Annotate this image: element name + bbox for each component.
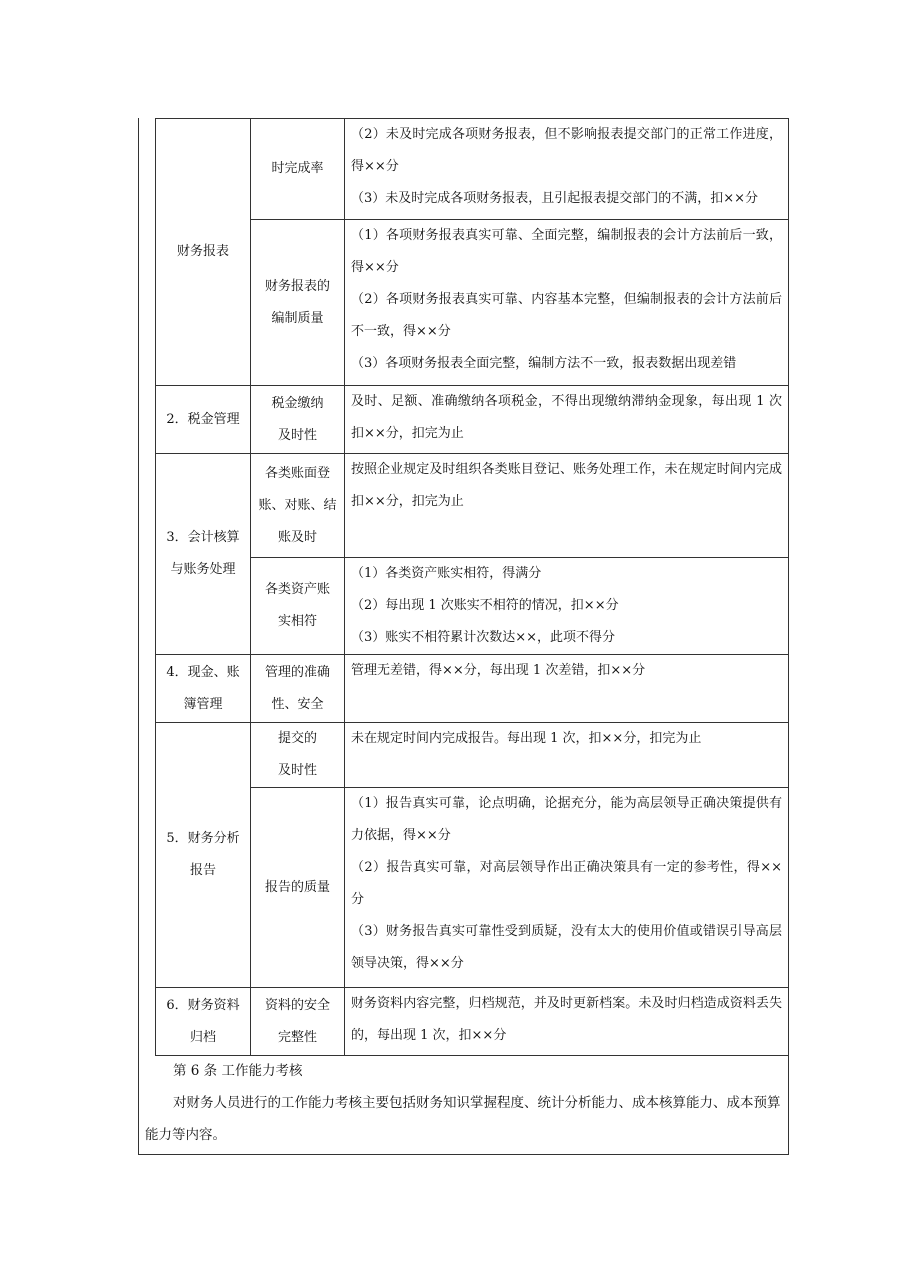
table-row (156, 655, 789, 723)
criteria-line: （3）各项财务报表全面完整，编制方法不一致，报表数据出现差错 (351, 356, 737, 371)
item-cell (251, 655, 345, 723)
criteria-line: （3）账实不相符累计次数达××，此项不得分 (351, 630, 616, 645)
table-row (156, 788, 789, 988)
criteria-cell: 及时、足额、准确缴纳各项税金，不得出现缴纳滞纳金现象，每出现 1 次扣××分，扣完为止 (345, 386, 789, 454)
item-cell (251, 386, 345, 454)
item-cell (251, 988, 345, 1056)
criteria-line: （2）每出现 1 次账实不相符的情况，扣××分 (351, 598, 619, 613)
table-row (156, 558, 789, 655)
criteria-line: （2）未及时完成各项财务报表，但不影响报表提交部门的正常工作进度，得××分 (351, 127, 782, 174)
criteria-cell (345, 220, 789, 386)
item-line: 及时性 (277, 427, 317, 443)
item-line: 提交的 (277, 731, 317, 746)
category-cell (156, 454, 251, 655)
item-line: 各类账面登 (264, 465, 330, 481)
item-line: 管理的准确 (264, 664, 330, 680)
category-line: 归档 (189, 1029, 216, 1045)
category-cell: 财务报表 (156, 119, 251, 386)
criteria-cell (345, 119, 789, 220)
table-row (156, 119, 789, 220)
criteria-line: （1）报告真实可靠，论点明确，论据充分，能为高层领导正确决策提供有力依据，得××分 (351, 796, 782, 843)
item-line: 及时性 (277, 763, 317, 778)
category-line: 与账务处理 (170, 562, 236, 577)
evaluation-table (155, 118, 789, 1056)
category-cell (156, 655, 251, 723)
category-line: 报告 (189, 863, 216, 878)
item-line: 资料的安全 (264, 997, 330, 1013)
item-cell: 报告的质量 (251, 788, 345, 988)
category-line: 3．会计核算 (166, 530, 240, 545)
criteria-line: （1）各项财务报表真实可靠、全面完整，编制报表的会计方法前后一致，得××分 (351, 228, 782, 275)
category-cell (156, 988, 251, 1056)
item-cell (251, 558, 345, 655)
category-cell: 2．税金管理 (156, 386, 251, 454)
category-line: 5．财务分析 (166, 831, 240, 846)
category-cell (156, 723, 251, 988)
criteria-cell (345, 788, 789, 988)
criteria-cell: 按照企业规定及时组织各类账目登记、账务处理工作，未在规定时间内完成扣××分，扣完为止 (345, 454, 789, 558)
criteria-line: （2）报告真实可靠，对高层领导作出正确决策具有一定的参考性，得××分 (351, 860, 782, 907)
item-cell: 时完成率 (251, 119, 345, 220)
item-line: 账及时 (277, 529, 317, 545)
criteria-cell: 财务资料内容完整，归档规范，并及时更新档案。未及时归档造成资料丢失的，每出现 1 次，扣××分 (345, 988, 789, 1056)
criteria-cell: 未在规定时间内完成报告。每出现 1 次，扣××分，扣完为止 (345, 723, 789, 788)
article-body: 对财务人员进行的工作能力考核主要包括财务知识掌握程度、统计分析能力、成本核算能力、成本预算能力等内容。 (145, 1095, 781, 1143)
criteria-line: （3）财务报告真实可靠性受到质疑，没有太大的使用价值或错误引导高层领导决策，得××分 (351, 924, 782, 971)
criteria-cell (345, 558, 789, 655)
criteria-line: （3）未及时完成各项财务报表，且引起报表提交部门的不满，扣××分 (351, 191, 759, 206)
item-cell (251, 454, 345, 558)
item-line: 税金缴纳 (271, 395, 324, 411)
criteria-line: （1）各类资产账实相符，得满分 (351, 566, 542, 581)
article-section (145, 1055, 785, 1151)
item-line: 编制质量 (271, 310, 324, 326)
item-line: 性、安全 (271, 696, 324, 712)
table-row (156, 723, 789, 788)
table-row (156, 988, 789, 1056)
criteria-cell: 管理无差错，得××分，每出现 1 次差错，扣××分 (345, 655, 789, 723)
criteria-line: （2）各项财务报表真实可靠、内容基本完整，但编制报表的会计方法前后不一致，得××分 (351, 292, 782, 339)
table-row (156, 454, 789, 558)
item-line: 完整性 (277, 1029, 317, 1045)
item-cell (251, 723, 345, 788)
item-line: 账、对账、结 (258, 497, 337, 513)
item-line: 财务报表的 (264, 278, 330, 294)
article-title: 第 6 条 工作能力考核 (173, 1063, 303, 1079)
table-row (156, 220, 789, 386)
item-cell (251, 220, 345, 386)
table-row (156, 386, 789, 454)
item-line: 各类资产账 (264, 582, 330, 597)
category-line: 簿管理 (183, 696, 223, 712)
category-line: 4．现金、账 (166, 664, 240, 680)
category-line: 6．财务资料 (166, 997, 240, 1013)
item-line: 实相符 (277, 614, 317, 629)
